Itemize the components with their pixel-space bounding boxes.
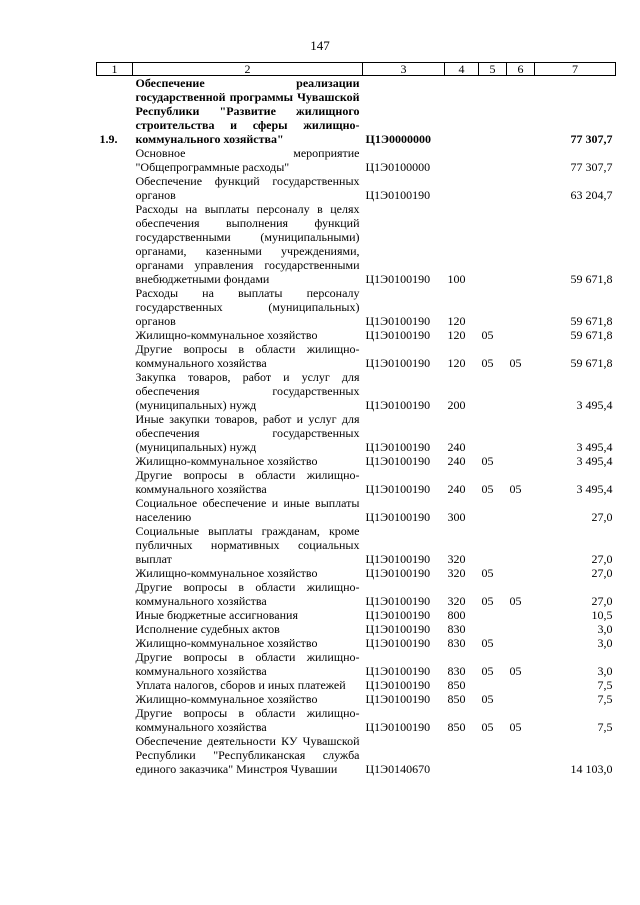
subsection-code: 05	[509, 664, 522, 678]
row-number	[97, 636, 133, 650]
table-row	[97, 622, 616, 636]
row-name: Жилищно-коммунальное хозяйство	[135, 636, 318, 650]
row-number	[97, 370, 133, 412]
table-row	[97, 734, 616, 776]
target-article-code: Ц1Э0100190	[365, 454, 431, 468]
row-number	[97, 174, 133, 202]
section-code	[479, 608, 507, 622]
row-amount: 3 495,4	[576, 454, 613, 468]
table-row	[97, 468, 616, 496]
section-code	[479, 622, 507, 636]
row-number	[97, 286, 133, 328]
expense-type-code	[445, 76, 479, 147]
row-name: Уплата налогов, сборов и иных платежей	[135, 678, 346, 692]
subsection-code	[507, 636, 535, 650]
target-article-code: Ц1Э0100190	[365, 356, 431, 370]
row-amount: 10,5	[591, 608, 613, 622]
table-row	[97, 286, 616, 328]
row-number	[97, 146, 133, 174]
expense-type-code: 200	[447, 398, 466, 412]
subsection-code	[507, 622, 535, 636]
expense-type-code: 120	[447, 314, 466, 328]
section-code	[479, 286, 507, 328]
row-number	[97, 202, 133, 286]
table-row	[97, 706, 616, 734]
row-amount: 77 307,7	[570, 160, 613, 174]
row-number	[97, 608, 133, 622]
row-amount: 3,0	[597, 664, 613, 678]
target-article-code: Ц1Э0100190	[365, 272, 431, 286]
target-article-code: Ц1Э0100190	[365, 692, 431, 706]
row-name: Закупка товаров, работ и услуг для обеспечения государственных (муниципальных) нужд	[135, 370, 360, 412]
target-article-code: Ц1Э0100000	[365, 160, 431, 174]
expense-type-code: 850	[447, 678, 466, 692]
column-header: 7	[535, 63, 616, 76]
row-name: Жилищно-коммунальное хозяйство	[135, 454, 318, 468]
target-article-code: Ц1Э0100190	[365, 608, 431, 622]
subsection-code	[507, 734, 535, 776]
section-code: 05	[481, 664, 494, 678]
row-amount: 7,5	[597, 678, 613, 692]
column-header: 4	[445, 63, 479, 76]
row-name: Обеспечение реализации государственной программы Чувашской Республики "Развитие жилищного строительства и сферы жилищно-коммунального хозяйства"	[135, 76, 360, 146]
subsection-code	[507, 692, 535, 706]
expense-type-code: 320	[447, 566, 466, 580]
row-number	[97, 622, 133, 636]
expense-type-code	[445, 146, 479, 174]
table-row	[97, 146, 616, 174]
subsection-code: 05	[509, 356, 522, 370]
subsection-code: 05	[509, 720, 522, 734]
row-name: Жилищно-коммунальное хозяйство	[135, 566, 318, 580]
row-amount: 3 495,4	[576, 482, 613, 496]
section-code: 05	[481, 454, 494, 468]
row-amount: 59 671,8	[570, 356, 613, 370]
row-number	[97, 566, 133, 580]
table-row	[97, 370, 616, 412]
table-row	[97, 174, 616, 202]
expense-type-code: 120	[447, 328, 466, 342]
expense-type-code: 830	[447, 622, 466, 636]
row-number: 1.9.	[99, 132, 118, 146]
page-number: 147	[310, 38, 330, 53]
table-row	[97, 580, 616, 608]
expense-type-code: 320	[447, 594, 466, 608]
section-code	[479, 524, 507, 566]
target-article-code: Ц1Э0100190	[365, 636, 431, 650]
section-code	[479, 496, 507, 524]
section-code	[479, 202, 507, 286]
row-amount: 27,0	[591, 552, 613, 566]
row-name: Социальные выплаты гражданам, кроме публичных нормативных социальных выплат	[135, 524, 360, 566]
row-name: Жилищно-коммунальное хозяйство	[135, 328, 318, 342]
row-amount: 3,0	[597, 622, 613, 636]
target-article-code: Ц1Э0100190	[365, 328, 431, 342]
table-row	[97, 328, 616, 342]
row-number	[97, 692, 133, 706]
subsection-code	[507, 146, 535, 174]
expense-type-code: 800	[447, 608, 466, 622]
row-name: Другие вопросы в области жилищно-коммунального хозяйства	[135, 650, 360, 678]
section-code	[479, 412, 507, 454]
expense-type-code: 830	[447, 636, 466, 650]
table-row	[97, 412, 616, 454]
target-article-code: Ц1Э0100190	[365, 188, 431, 202]
row-name: Иные бюджетные ассигнования	[135, 608, 298, 622]
row-name: Основное мероприятие "Общепрограммные расходы"	[135, 146, 360, 174]
row-name: Исполнение судебных актов	[135, 622, 280, 636]
table-row	[97, 650, 616, 678]
subsection-code: 05	[509, 482, 522, 496]
target-article-code: Ц1Э0100190	[365, 566, 431, 580]
row-name: Жилищно-коммунальное хозяйство	[135, 692, 318, 706]
section-code: 05	[481, 594, 494, 608]
target-article-code: Ц1Э0100190	[365, 594, 431, 608]
section-code: 05	[481, 720, 494, 734]
table-row	[97, 608, 616, 622]
row-name: Обеспечение функций государственных органов	[135, 174, 360, 202]
row-number	[97, 468, 133, 496]
expense-type-code: 240	[447, 482, 466, 496]
column-header: 5	[479, 63, 507, 76]
row-number	[97, 454, 133, 468]
table-row	[97, 76, 616, 147]
budget-table	[96, 62, 616, 776]
row-amount: 59 671,8	[570, 272, 613, 286]
row-number	[97, 706, 133, 734]
section-code	[479, 76, 507, 147]
row-name: Другие вопросы в области жилищно-коммунального хозяйства	[135, 706, 360, 734]
table-body	[97, 76, 616, 777]
table-row	[97, 342, 616, 370]
row-number	[97, 734, 133, 776]
row-number	[97, 650, 133, 678]
target-article-code: Ц1Э0100190	[365, 678, 431, 692]
subsection-code	[507, 496, 535, 524]
row-amount: 3 495,4	[576, 398, 613, 412]
section-code: 05	[481, 636, 494, 650]
row-amount: 59 671,8	[570, 328, 613, 342]
column-header: 6	[507, 63, 535, 76]
table-row	[97, 202, 616, 286]
subsection-code	[507, 524, 535, 566]
subsection-code	[507, 678, 535, 692]
section-code: 05	[481, 328, 494, 342]
section-code: 05	[481, 356, 494, 370]
expense-type-code: 240	[447, 440, 466, 454]
row-amount: 7,5	[597, 720, 613, 734]
row-name: Расходы на выплаты персоналу в целях обеспечения выполнения функций государственными (муниципальными) органами, казенными учреждениями, органами управления государственными внебюджетными фондами	[135, 202, 360, 286]
subsection-code: 05	[509, 594, 522, 608]
expense-type-code	[445, 734, 479, 776]
subsection-code	[507, 76, 535, 147]
expense-type-code: 850	[447, 692, 466, 706]
section-code: 05	[481, 692, 494, 706]
row-number	[97, 678, 133, 692]
target-article-code: Ц1Э0100190	[365, 314, 431, 328]
subsection-code	[507, 174, 535, 202]
subsection-code	[507, 202, 535, 286]
section-code: 05	[481, 482, 494, 496]
section-code: 05	[481, 566, 494, 580]
target-article-code: Ц1Э0140670	[365, 762, 431, 776]
table-header-row	[97, 63, 616, 76]
row-name: Другие вопросы в области жилищно-коммунального хозяйства	[135, 468, 360, 496]
column-header: 2	[133, 63, 363, 76]
target-article-code: Ц1Э0100190	[365, 622, 431, 636]
row-name: Социальное обеспечение и иные выплаты населению	[135, 496, 360, 524]
row-amount: 7,5	[597, 692, 613, 706]
expense-type-code: 830	[447, 664, 466, 678]
row-amount: 27,0	[591, 594, 613, 608]
table-row	[97, 524, 616, 566]
row-number	[97, 580, 133, 608]
row-name: Иные закупки товаров, работ и услуг для обеспечения государственных (муниципальных) нужд	[135, 412, 360, 454]
row-amount: 27,0	[591, 510, 613, 524]
subsection-code	[507, 412, 535, 454]
row-name: Обеспечение деятельности КУ Чувашской Республики "Республиканская служба единого заказчика" Минстроя Чувашии	[135, 734, 360, 776]
row-amount: 63 204,7	[570, 188, 613, 202]
expense-type-code: 240	[447, 454, 466, 468]
row-name: Другие вопросы в области жилищно-коммунального хозяйства	[135, 342, 360, 370]
subsection-code	[507, 608, 535, 622]
row-number	[97, 342, 133, 370]
subsection-code	[507, 328, 535, 342]
table-row	[97, 636, 616, 650]
column-header: 1	[97, 63, 133, 76]
row-number	[97, 524, 133, 566]
table-row	[97, 454, 616, 468]
section-code	[479, 678, 507, 692]
row-amount: 3 495,4	[576, 440, 613, 454]
row-name: Другие вопросы в области жилищно-коммунального хозяйства	[135, 580, 360, 608]
row-amount: 14 103,0	[570, 762, 613, 776]
row-amount: 3,0	[597, 636, 613, 650]
target-article-code: Ц1Э0100190	[365, 440, 431, 454]
row-number	[97, 328, 133, 342]
row-number	[97, 496, 133, 524]
expense-type-code: 850	[447, 720, 466, 734]
table-row	[97, 678, 616, 692]
row-name: Расходы на выплаты персоналу государственных (муниципальных) органов	[135, 286, 360, 328]
table-row	[97, 692, 616, 706]
target-article-code: Ц1Э0100190	[365, 552, 431, 566]
row-amount: 27,0	[591, 566, 613, 580]
expense-type-code: 100	[447, 272, 466, 286]
target-article-code: Ц1Э0000000	[365, 132, 431, 146]
row-amount: 59 671,8	[570, 314, 613, 328]
subsection-code	[507, 370, 535, 412]
section-code	[479, 146, 507, 174]
row-number	[97, 412, 133, 454]
target-article-code: Ц1Э0100190	[365, 664, 431, 678]
section-code	[479, 734, 507, 776]
section-code	[479, 174, 507, 202]
table-row	[97, 496, 616, 524]
expense-type-code: 320	[447, 552, 466, 566]
expense-type-code: 120	[447, 356, 466, 370]
target-article-code: Ц1Э0100190	[365, 398, 431, 412]
section-code	[479, 370, 507, 412]
target-article-code: Ц1Э0100190	[365, 720, 431, 734]
subsection-code	[507, 286, 535, 328]
table-row	[97, 566, 616, 580]
target-article-code: Ц1Э0100190	[365, 482, 431, 496]
column-header: 3	[363, 63, 445, 76]
target-article-code: Ц1Э0100190	[365, 510, 431, 524]
row-amount: 77 307,7	[570, 132, 613, 146]
subsection-code	[507, 454, 535, 468]
expense-type-code: 300	[447, 510, 466, 524]
subsection-code	[507, 566, 535, 580]
expense-type-code	[445, 174, 479, 202]
